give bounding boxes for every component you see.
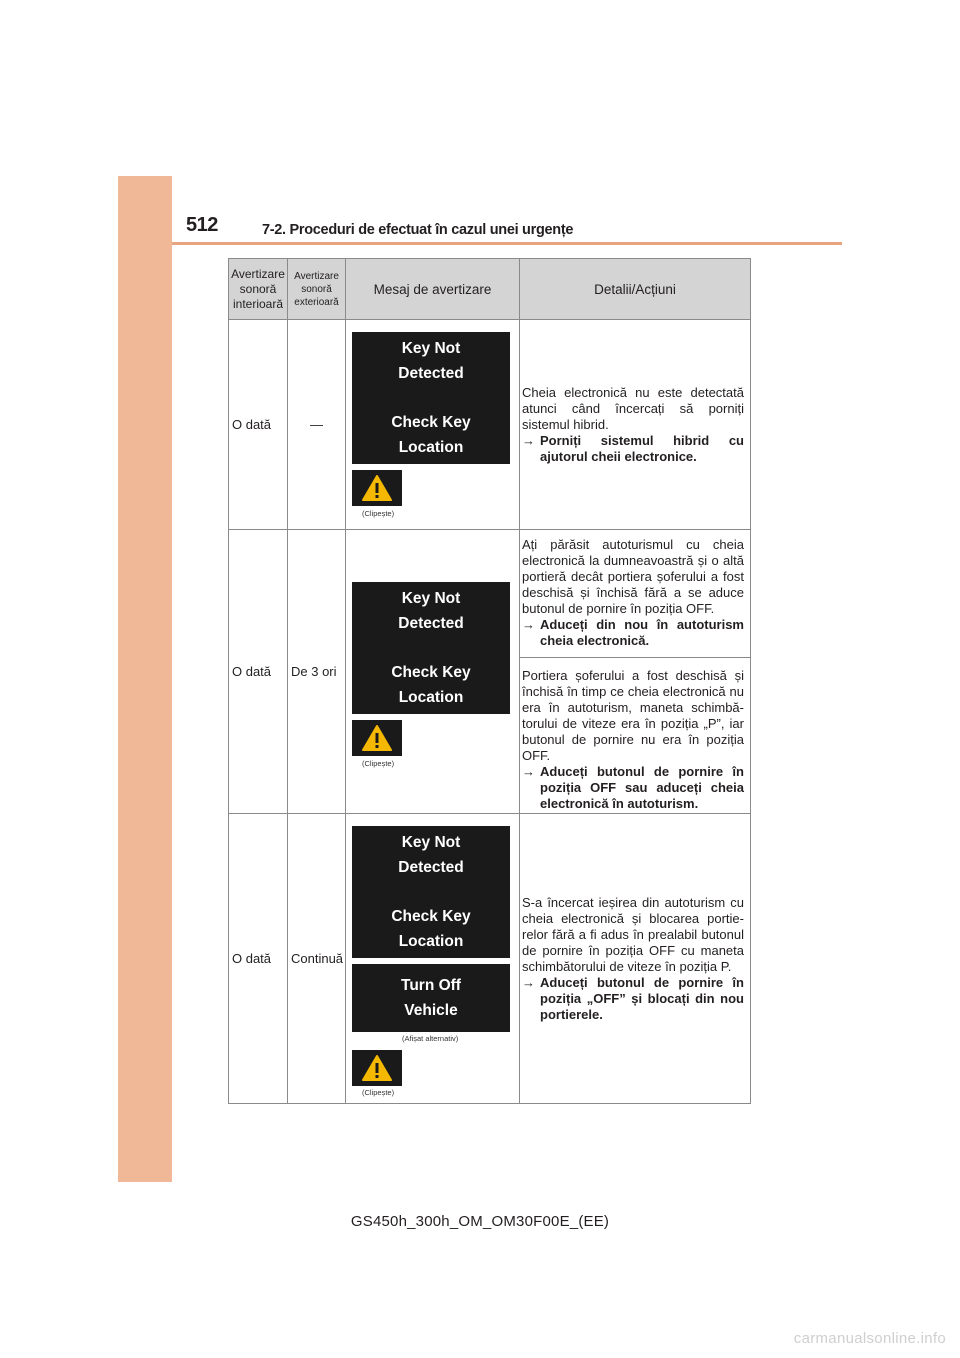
col-exterior-buzzer [288, 259, 346, 320]
display-key-not-detected [352, 332, 510, 464]
message-cell [346, 814, 520, 1104]
alternate-caption: (Afișat alternativ) [402, 1034, 459, 1043]
col-interior-line2: sonoră [239, 281, 277, 296]
display-line: Detected [398, 859, 464, 876]
interior-buzzer-cell: O dată [229, 320, 288, 530]
side-tab-bar [118, 176, 172, 1182]
display-key-not-detected [352, 826, 510, 958]
col-interior-line1: Avertizare [231, 266, 285, 281]
display-line: Location [398, 933, 464, 950]
warning-indicator [352, 1050, 402, 1086]
display-line: Detected [398, 365, 464, 382]
watermark: carmanualsonline.info [793, 1330, 946, 1347]
display-line: Location [398, 689, 464, 706]
col-interior-line3: interioară [232, 296, 284, 311]
col-message: Mesaj de avertizare [346, 259, 520, 320]
display-line: Detected [398, 615, 464, 632]
col-details: Detalii/Acțiuni [520, 259, 751, 320]
warning-triangle-icon [361, 474, 393, 502]
action-label: Aduceți din nou în autoturism cheia electronică. [540, 617, 744, 648]
action-text [522, 974, 744, 1023]
table-row [229, 814, 751, 1104]
right-arrow-icon: → [522, 432, 535, 448]
detail-text: S-a încercat ieșirea din autoturism cu cheia electronică și blocarea portie-relor fără a fi adus în prealabil butonul de pornire în poziția OFF cu maneta schimbătorului de viteze în poziția P. [522, 894, 744, 974]
right-arrow-icon: → [522, 617, 535, 632]
flash-caption: (Clipește) [362, 509, 395, 518]
action-text [522, 764, 744, 812]
table-row [229, 320, 751, 530]
message-cell [346, 320, 520, 530]
detail-text: Cheia electronică nu este detectată atunci când încercați să porniți sistemul hibrid. [522, 384, 744, 432]
table-row [229, 530, 751, 814]
display-line: Key Not [401, 340, 461, 357]
display-key-not-detected [352, 582, 510, 714]
col-exterior-line1: Avertizare [294, 270, 339, 282]
action-text [522, 432, 744, 465]
warning-indicator [352, 720, 402, 756]
warning-triangle-icon [361, 724, 393, 752]
section-title: 7-2. Proceduri de efectuat în cazul unei urgențe [262, 222, 574, 238]
detail-text: Portiera șoferului a fost deschisă și închisă în timp ce cheia electronică nu era în autoturism, maneta schimbă-torului de viteze era în poziția „P”, iar butonul de pornire nu era în poziția OFF. [522, 668, 744, 763]
display-line: Key Not [401, 590, 461, 607]
warning-table [228, 258, 751, 1104]
interior-buzzer-cell: O dată [229, 814, 288, 1104]
message-cell [346, 530, 520, 814]
table-header-row [229, 259, 751, 320]
exterior-buzzer-cell: — [288, 320, 346, 530]
right-arrow-icon: → [522, 974, 535, 990]
warning-triangle-icon [361, 1054, 393, 1082]
action-label: Aduceți butonul de pornire în poziția „OFF” și blocați din nou portierele. [540, 974, 744, 1022]
action-label: Aduceți butonul de pornire în poziția OFF sau aduceți cheia electronică în autoturism. [540, 764, 744, 811]
detail-text: Ați părăsit autoturismul cu cheia electronică la dumneavoastră și o altă portieră decât portiera șoferului a fost deschisă și închisă fără a se aduce butonul de pornire în poziția OFF. [522, 537, 744, 616]
document-code: GS450h_300h_OM_OM30F00E_(EE) [350, 1213, 610, 1230]
details-cell [520, 320, 751, 530]
interior-buzzer-cell: O dată [229, 530, 288, 814]
display-line: Location [398, 439, 464, 456]
display-line: Vehicle [404, 1002, 458, 1019]
exterior-buzzer-cell: Continuă [288, 814, 346, 1104]
col-interior-buzzer [229, 259, 288, 320]
exterior-buzzer-cell: De 3 ori [288, 530, 346, 814]
action-text [522, 617, 744, 649]
flash-caption: (Clipește) [362, 1088, 395, 1097]
action-label: Porniți sistemul hibrid cu ajutorul cheii electronice. [540, 432, 744, 464]
display-line: Turn Off [401, 977, 461, 994]
display-line: Check Key [391, 414, 471, 431]
display-line: Check Key [391, 664, 471, 681]
right-arrow-icon: → [522, 764, 535, 779]
col-exterior-line3: exterioară [294, 296, 339, 308]
warning-indicator [352, 470, 402, 506]
details-cell [520, 814, 751, 1104]
header-rule [172, 242, 842, 245]
col-exterior-line2: sonoră [301, 283, 332, 295]
display-line: Check Key [391, 908, 471, 925]
display-line: Key Not [401, 834, 461, 851]
flash-caption: (Clipește) [362, 759, 395, 768]
page-number: 512 [186, 214, 218, 236]
display-turn-off-vehicle [352, 964, 510, 1032]
details-cell [520, 530, 751, 814]
